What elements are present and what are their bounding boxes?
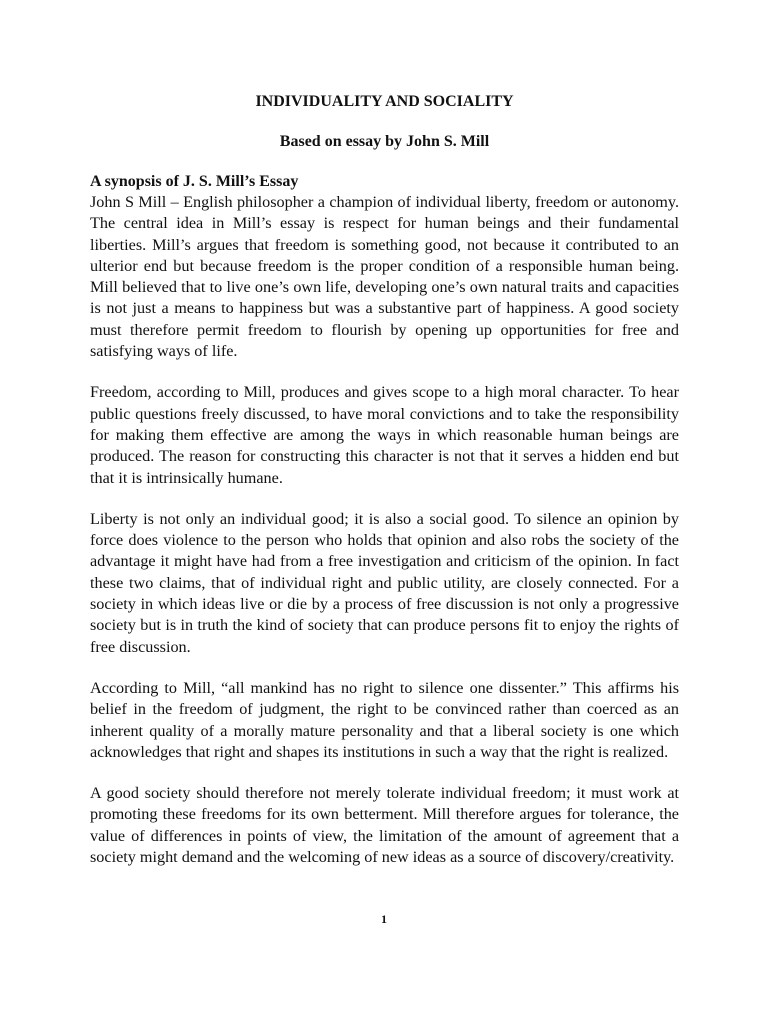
paragraph: John S Mill – English philosopher a champion of individual liberty, freedom or autonomy. The central idea in Mill’s essay is respect for human beings and their fundamental liberties. Mill’s argues that freedom is something good, not because it contributed to an ulterior end but because freedom is the proper condition of a responsible human being. Mill believed that to live one’s own life, developing one’s own natural traits and capacities is not just a means to happiness but was a substantive part of happiness. A good society must therefore permit freedom to flourish by opening up opportunities for free and satisfying ways of life. xyxy=(90,193,679,361)
document-title: INDIVIDUALITY AND SOCIALITY xyxy=(255,93,514,110)
document-body xyxy=(90,91,679,888)
paragraph: Freedom, according to Mill, produces and gives scope to a high moral character. To hear public questions freely discussed, to have moral convictions and to take the responsibility for making them effective are among the ways in which reasonable human beings are produced. The reason for constructing this character is not that it serves a hidden end but that it is intrinsically humane. xyxy=(90,383,679,487)
document-subtitle: Based on essay by John S. Mill xyxy=(279,133,490,150)
paragraph: Liberty is not only an individual good; it is also a social good. To silence an opinion by force does violence to the person who holds that opinion and also robs the society of the advantage it might have had from a free investigation and criticism of the opinion. In fact these two claims, that of individual right and public utility, are closely connected. For a society in which ideas live or die by a process of free discussion is not only a progressive society but is in truth the kind of society that can produce persons fit to enjoy the rights of free discussion. xyxy=(90,509,679,656)
page-number: 1 xyxy=(381,912,387,926)
paragraph: According to Mill, “all mankind has no right to silence one dissenter.” This affirms his belief in the freedom of judgment, the right to be convinced rather than coerced as an inherent quality of a morally mature personality and that a liberal society is one which acknowledges that right and shapes its institutions in such a way that the right is realized. xyxy=(90,678,679,761)
paragraph: A good society should therefore not merely tolerate individual freedom; it must work at promoting these freedoms for its own betterment. Mill therefore argues for tolerance, the value of differences in points of view, the limitation of the amount of agreement that a society might demand and the welcoming of new ideas as a source of discovery/creativity. xyxy=(90,784,679,867)
section-heading: A synopsis of J. S. Mill’s Essay xyxy=(90,173,299,190)
